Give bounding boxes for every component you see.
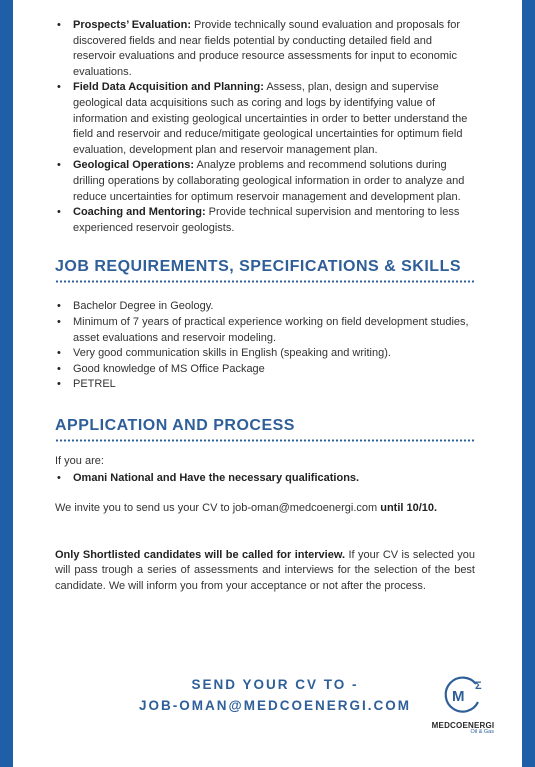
right-border: [522, 0, 535, 767]
item-text: Provide technically sound evaluation and proposals for discovered fields and near fields potential by conducting detailed field and reservoir evaluations and produce resource assessments for input to economic evaluations.: [73, 19, 461, 78]
logo-subtitle: Oil & Gas: [470, 729, 494, 735]
document-body: [55, 18, 475, 594]
requirements-list: [55, 299, 475, 393]
shortlist-text: If your CV is selected you will pass trough a series of assessments and interviews for the selection of the best candidate. We will inform you from your acceptance or not after the process.: [55, 548, 476, 592]
item-title: Prospects’ Evaluation:: [73, 19, 191, 31]
list-item: • PETREL: [73, 377, 475, 393]
list-item: • Bachelor Degree in Geology.: [73, 299, 475, 315]
medco-logo-icon: [440, 675, 486, 715]
invite-deadline: until 10/10.: [380, 502, 438, 515]
item-title: Geological Operations:: [73, 159, 195, 172]
invite-paragraph: [55, 501, 475, 517]
item-title: Field Data Acquisition and Planning:: [73, 81, 264, 94]
application-heading: APPLICATION AND PROCESS: [55, 416, 295, 434]
item-text: Analyze problems and recommend solutions during drilling operations by collaborating geological information in order to analyze and reduce uncertainties for optimum reservoir management and development plan.: [73, 159, 465, 203]
cta-line-1: SEND YOUR CV TO -: [191, 677, 359, 692]
shortlist-paragraph: [55, 548, 475, 595]
list-item: • Very good communication skills in English (speaking and writing).: [73, 346, 475, 362]
item-title: Coaching and Mentoring:: [73, 206, 206, 219]
company-logo: [423, 675, 503, 735]
logo-sigma: Σ: [475, 680, 482, 692]
list-item: [73, 18, 475, 80]
list-item: • Good knowledge of MS Office Package: [73, 362, 475, 378]
qualification-text: Omani National and Have the necessary qualifications.: [73, 472, 360, 485]
item-text: Assess, plan, design and supervise geological data acquisitions such as coring and logs by identifying value of information and existing geological uncertainties in order to better understand the field and reservoir and reduce/mitigate geological uncertainties for optimum field evaluation, development plan and reservoir management plan.: [73, 81, 468, 156]
send-cv-callout: [110, 674, 440, 716]
list-item: [73, 471, 475, 487]
requirements-heading: JOB REQUIREMENTS, SPECIFICATIONS & SKILLS: [55, 258, 462, 276]
shortlist-bold: Only Shortlisted candidates will be called for interview.: [55, 548, 346, 561]
left-border: [0, 0, 13, 767]
qualification-list: [55, 471, 475, 487]
list-item: • Minimum of 7 years of practical experience working on field development studies, asset evaluations and reservoir modeling.: [73, 315, 475, 346]
if-you-are-label: If you are:: [55, 454, 104, 467]
item-text: Provide technical supervision and mentoring to less experienced reservoir geologists.: [73, 206, 460, 234]
list-item: [73, 205, 475, 236]
list-item: [73, 158, 475, 205]
invite-text: We invite you to send us your CV to job-oman@medcoenergi.com: [55, 502, 381, 515]
list-item: [73, 80, 475, 158]
logo-mark: M: [452, 688, 465, 705]
logo-name: MEDCOENERGI: [431, 721, 495, 730]
responsibilities-list: [55, 18, 475, 236]
cta-email[interactable]: JOB-OMAN@MEDCOENERGI.COM: [139, 698, 411, 713]
